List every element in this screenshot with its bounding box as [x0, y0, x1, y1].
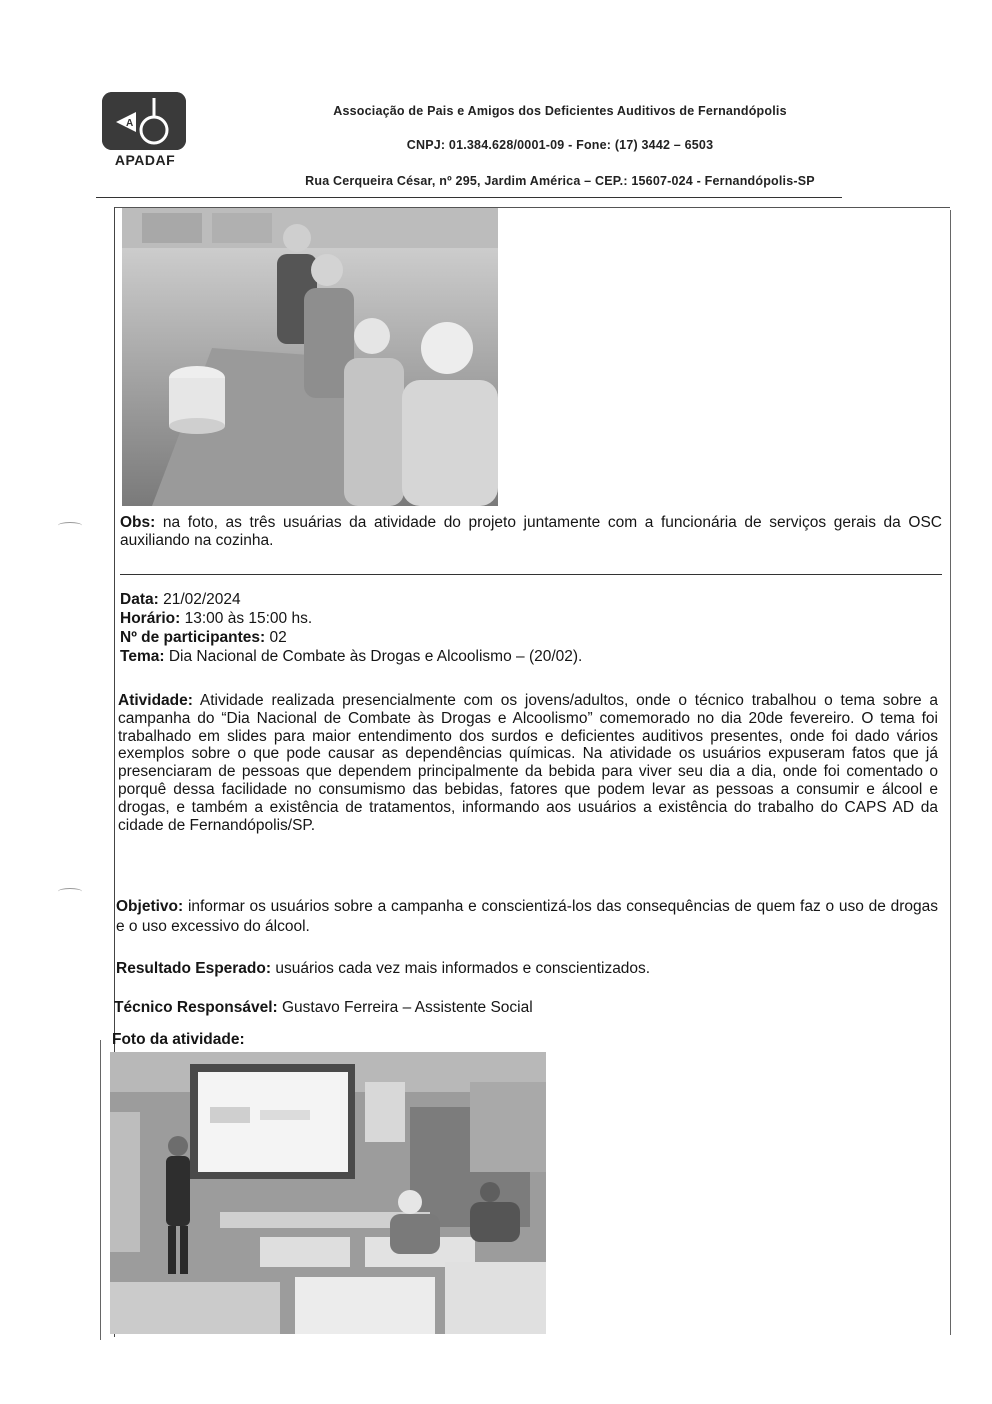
scan-mark [58, 888, 82, 895]
date-label: Data: [120, 591, 159, 608]
time-label: Horário: [120, 610, 181, 627]
time-row [120, 609, 940, 628]
section-divider [120, 574, 942, 575]
activity-photo [110, 1052, 546, 1334]
apadaf-logo [100, 92, 190, 170]
date-row [120, 590, 940, 609]
expected-result-text: usuários cada vez mais informados e conscientizados. [271, 960, 651, 977]
objective [116, 897, 938, 937]
activity-text: Atividade realizada presencialmente com os jovens/adultos, onde o técnico trabalhou o tema sobre a campanha do “Dia Nacional de Combate às Drogas e Alcoolismo” comemorado no dia 20de fevereiro. O tema foi trabalhado em slides para maior entendimento dos surdos e deficientes auditivos presentes, onde foi dado vários exemplos sobre o que pode causar as dependências químicas. Na atividade os usuários expuseram fatos que já presenciaram de pessoas que dependem principalmente da bebida para viver seu dia a dia, onde foi comentado o porquê dessa facilidade no consumismo das bebidas, fatores que podem levar as pessoas a consumir e álcool e drogas, e também a existência de tratamentos, informando aos usuários a existência do trabalho do CAPS AD da cidade de Fernandópolis/SP. [118, 692, 938, 834]
logo-mark-icon [102, 92, 186, 150]
theme-label: Tema: [120, 648, 165, 665]
participants-label: Nº de participantes: [120, 629, 266, 646]
theme-row [120, 647, 940, 666]
organization-cnpj-phone: CNPJ: 01.384.628/0001-09 - Fone: (17) 3442 – 6503 [406, 138, 714, 152]
time-value: 13:00 às 15:00 hs. [180, 610, 313, 627]
organization-name: Associação de Pais e Amigos dos Deficientes Auditivos de Fernandópolis [333, 104, 787, 118]
photo-observation [120, 514, 942, 550]
header-divider [96, 197, 842, 198]
date-value: 21/02/2024 [158, 591, 241, 608]
logo-text: APADAF [114, 152, 176, 168]
frame-right-line [950, 210, 951, 1335]
kitchen-photo [122, 208, 498, 506]
theme-value: Dia Nacional de Combate às Drogas e Alcoolismo – (20/02). [164, 648, 583, 665]
objective-label: Objetivo: [116, 898, 184, 915]
technician-text: Gustavo Ferreira – Assistente Social [277, 999, 533, 1016]
technician-label: Técnico Responsável: [114, 999, 278, 1016]
frame-left-lower-line [100, 1040, 101, 1340]
activity-photo-label: Foto da atividade: [112, 1031, 245, 1048]
participants-value: 02 [265, 629, 287, 646]
activity-label: Atividade: [118, 692, 193, 709]
expected-result-label: Resultado Esperado: [116, 960, 272, 977]
objective-text: informar os usuários sobre a campanha e conscientizá-los das consequências de quem faz o uso de drogas e o uso excessivo do álcool. [116, 898, 938, 935]
activity-description [118, 692, 938, 834]
participants-row [120, 628, 940, 647]
organization-address: Rua Cerqueira César, nº 295, Jardim América – CEP.: 15607-024 - Fernandópolis-SP [305, 174, 815, 188]
svg-text:A: A [126, 118, 134, 129]
obs-text: na foto, as três usuárias da atividade do projeto juntamente com a funcionária de serviços gerais da OSC auxiliando na cozinha. [120, 514, 942, 549]
activity-meta [120, 590, 940, 666]
scan-mark [58, 522, 82, 529]
responsible-technician [114, 999, 936, 1017]
obs-label: Obs: [120, 514, 156, 531]
expected-result [116, 960, 938, 978]
